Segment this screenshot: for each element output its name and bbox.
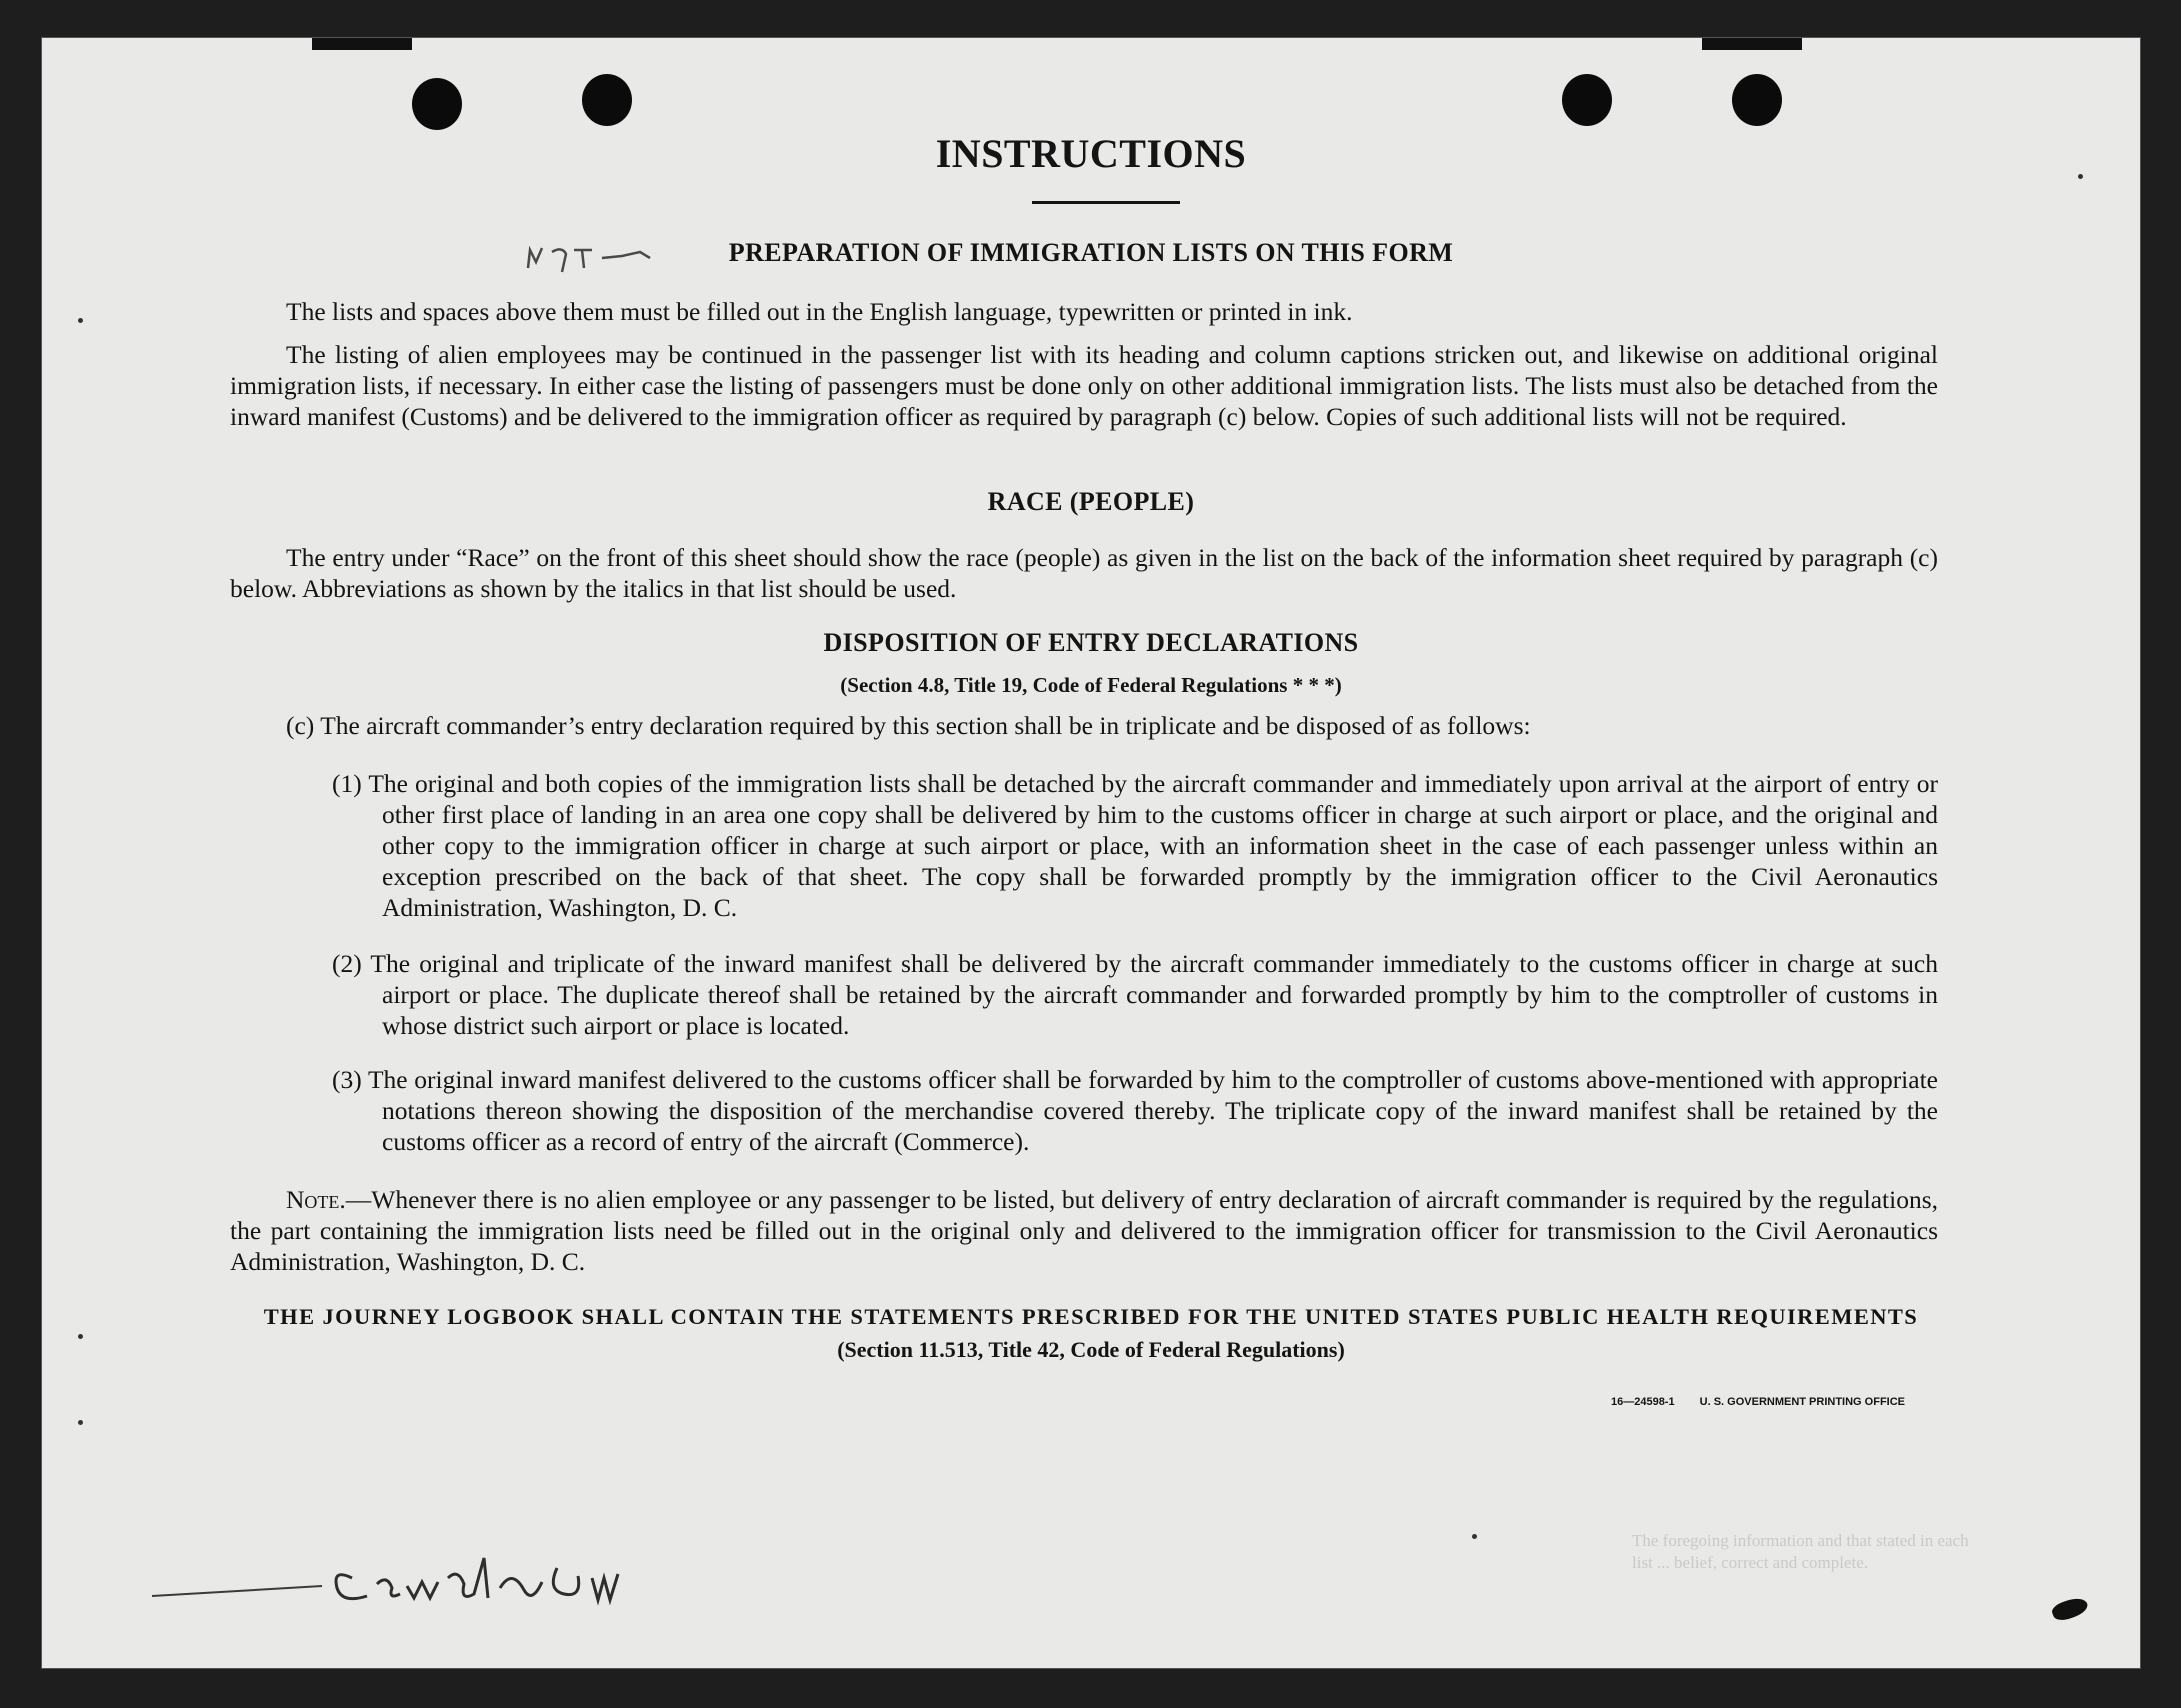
ink-speck (78, 1420, 83, 1425)
ink-speck (2078, 174, 2083, 179)
section-heading-preparation: PREPARATION OF IMMIGRATION LISTS ON THIS FORM (728, 238, 1454, 267)
ink-speck (78, 1334, 83, 1339)
note-text: —Whenever there is no alien employee or any passenger to be listed, but delivery of entry declaration of aircraft commander is required by the regulations, the part containing the immigration lists need be filled out in the original only and delivered to the immigration officer for transmission to the Civil Aeronautics Administration, Washington, D. C. (230, 1185, 1938, 1276)
paragraph (230, 339, 1938, 432)
printing-office: U. S. GOVERNMENT PRINTING OFFICE (1699, 1396, 1905, 1408)
punch-hole (582, 74, 632, 126)
bleedthrough-text: The foregoing information and that stated in each list ... belief, correct and complete. (1632, 1531, 1969, 1572)
ink-speck (1472, 1534, 1477, 1539)
title-rule (1032, 201, 1180, 204)
form-code: 16—24598-1 (1610, 1396, 1675, 1408)
logbook-statement: THE JOURNEY LOGBOOK SHALL CONTAIN THE STATEMENTS PRESCRIBED FOR THE UNITED STATES PUBLIC HEALTH REQUIREMENTS (263, 1304, 1919, 1329)
ink-blot (2050, 1594, 2090, 1623)
note-paragraph (230, 1184, 1938, 1277)
printer-imprint (1611, 1396, 1905, 1408)
page-tab-right (1702, 38, 1802, 50)
punch-hole (1562, 74, 1612, 126)
list-item: (1) The original and both copies of the immigration lists shall be detached by the aircraft commander and immediately upon arrival at the airport of entry or other first place of landing in an area one copy shall be delivered by him to the customs officer in charge at such airport or place, and the original and other copy to the immigration officer in charge at such airport or place, with an information sheet in the case of each passenger unless within an exception prescribed on the back of that sheet. The copy shall be forwarded promptly by the immigration officer to the Civil Aeronautics Administration, Washington, D. C. (332, 769, 1938, 922)
list-item: (3) The original inward manifest delivered to the customs officer shall be forwarded by him to the comptroller of customs above-mentioned with appropriate notations thereon showing the disposition of the merchandise covered thereby. The triplicate copy of the inward manifest shall be retained by the customs officer as a record of entry of the aircraft (Commerce). (332, 1065, 1938, 1156)
paragraph (230, 710, 1938, 741)
paragraph (230, 296, 1938, 327)
page-title: INSTRUCTIONS (935, 131, 1247, 176)
document-page (42, 38, 2140, 1668)
paragraph-text: The lists and spaces above them must be filled out in the English language, typewritten or printed in ink. (286, 297, 1353, 326)
logbook-citation: (Section 11.513, Title 42, Code of Federal Regulations) (837, 1337, 1345, 1362)
page-tab-left (312, 38, 412, 50)
ink-speck (78, 318, 83, 323)
signature (152, 1538, 712, 1628)
punch-hole (412, 78, 462, 130)
paragraph-text: (c) The aircraft commander’s entry declaration required by this section shall be in triplicate and be disposed of as follows: (286, 711, 1531, 740)
section-heading-race: RACE (PEOPLE) (987, 487, 1195, 516)
note-label: Note. (286, 1185, 346, 1214)
section-heading-disposition: DISPOSITION OF ENTRY DECLARATIONS (823, 628, 1359, 657)
section-subheading: (Section 4.8, Title 19, Code of Federal Regulations * * *) (840, 673, 1342, 697)
list-item: (2) The original and triplicate of the inward manifest shall be delivered by the aircraft commander immediately to the customs officer in charge at such airport or place. The duplicate thereof shall be retained by the aircraft commander and forwarded promptly by him to the comptroller of customs in whose district such airport or place is located. (332, 949, 1938, 1040)
paragraph (230, 542, 1938, 604)
punch-hole (1732, 74, 1782, 126)
paragraph-text: The entry under “Race” on the front of this sheet should show the race (people) as given in the list on the back of the information sheet required by paragraph (c) below. Abbreviations as shown by the italics in that list should be used. (230, 543, 1938, 603)
paragraph-text: The listing of alien employees may be continued in the passenger list with its heading and column captions stricken out, and likewise on additional original immigration lists, if necessary. In either case the listing of passengers must be done only on other additional immigration lists. The lists must also be detached from the inward manifest (Customs) and be delivered to the immigration officer as required by paragraph (c) below. Copies of such additional lists will not be required. (230, 340, 1938, 431)
